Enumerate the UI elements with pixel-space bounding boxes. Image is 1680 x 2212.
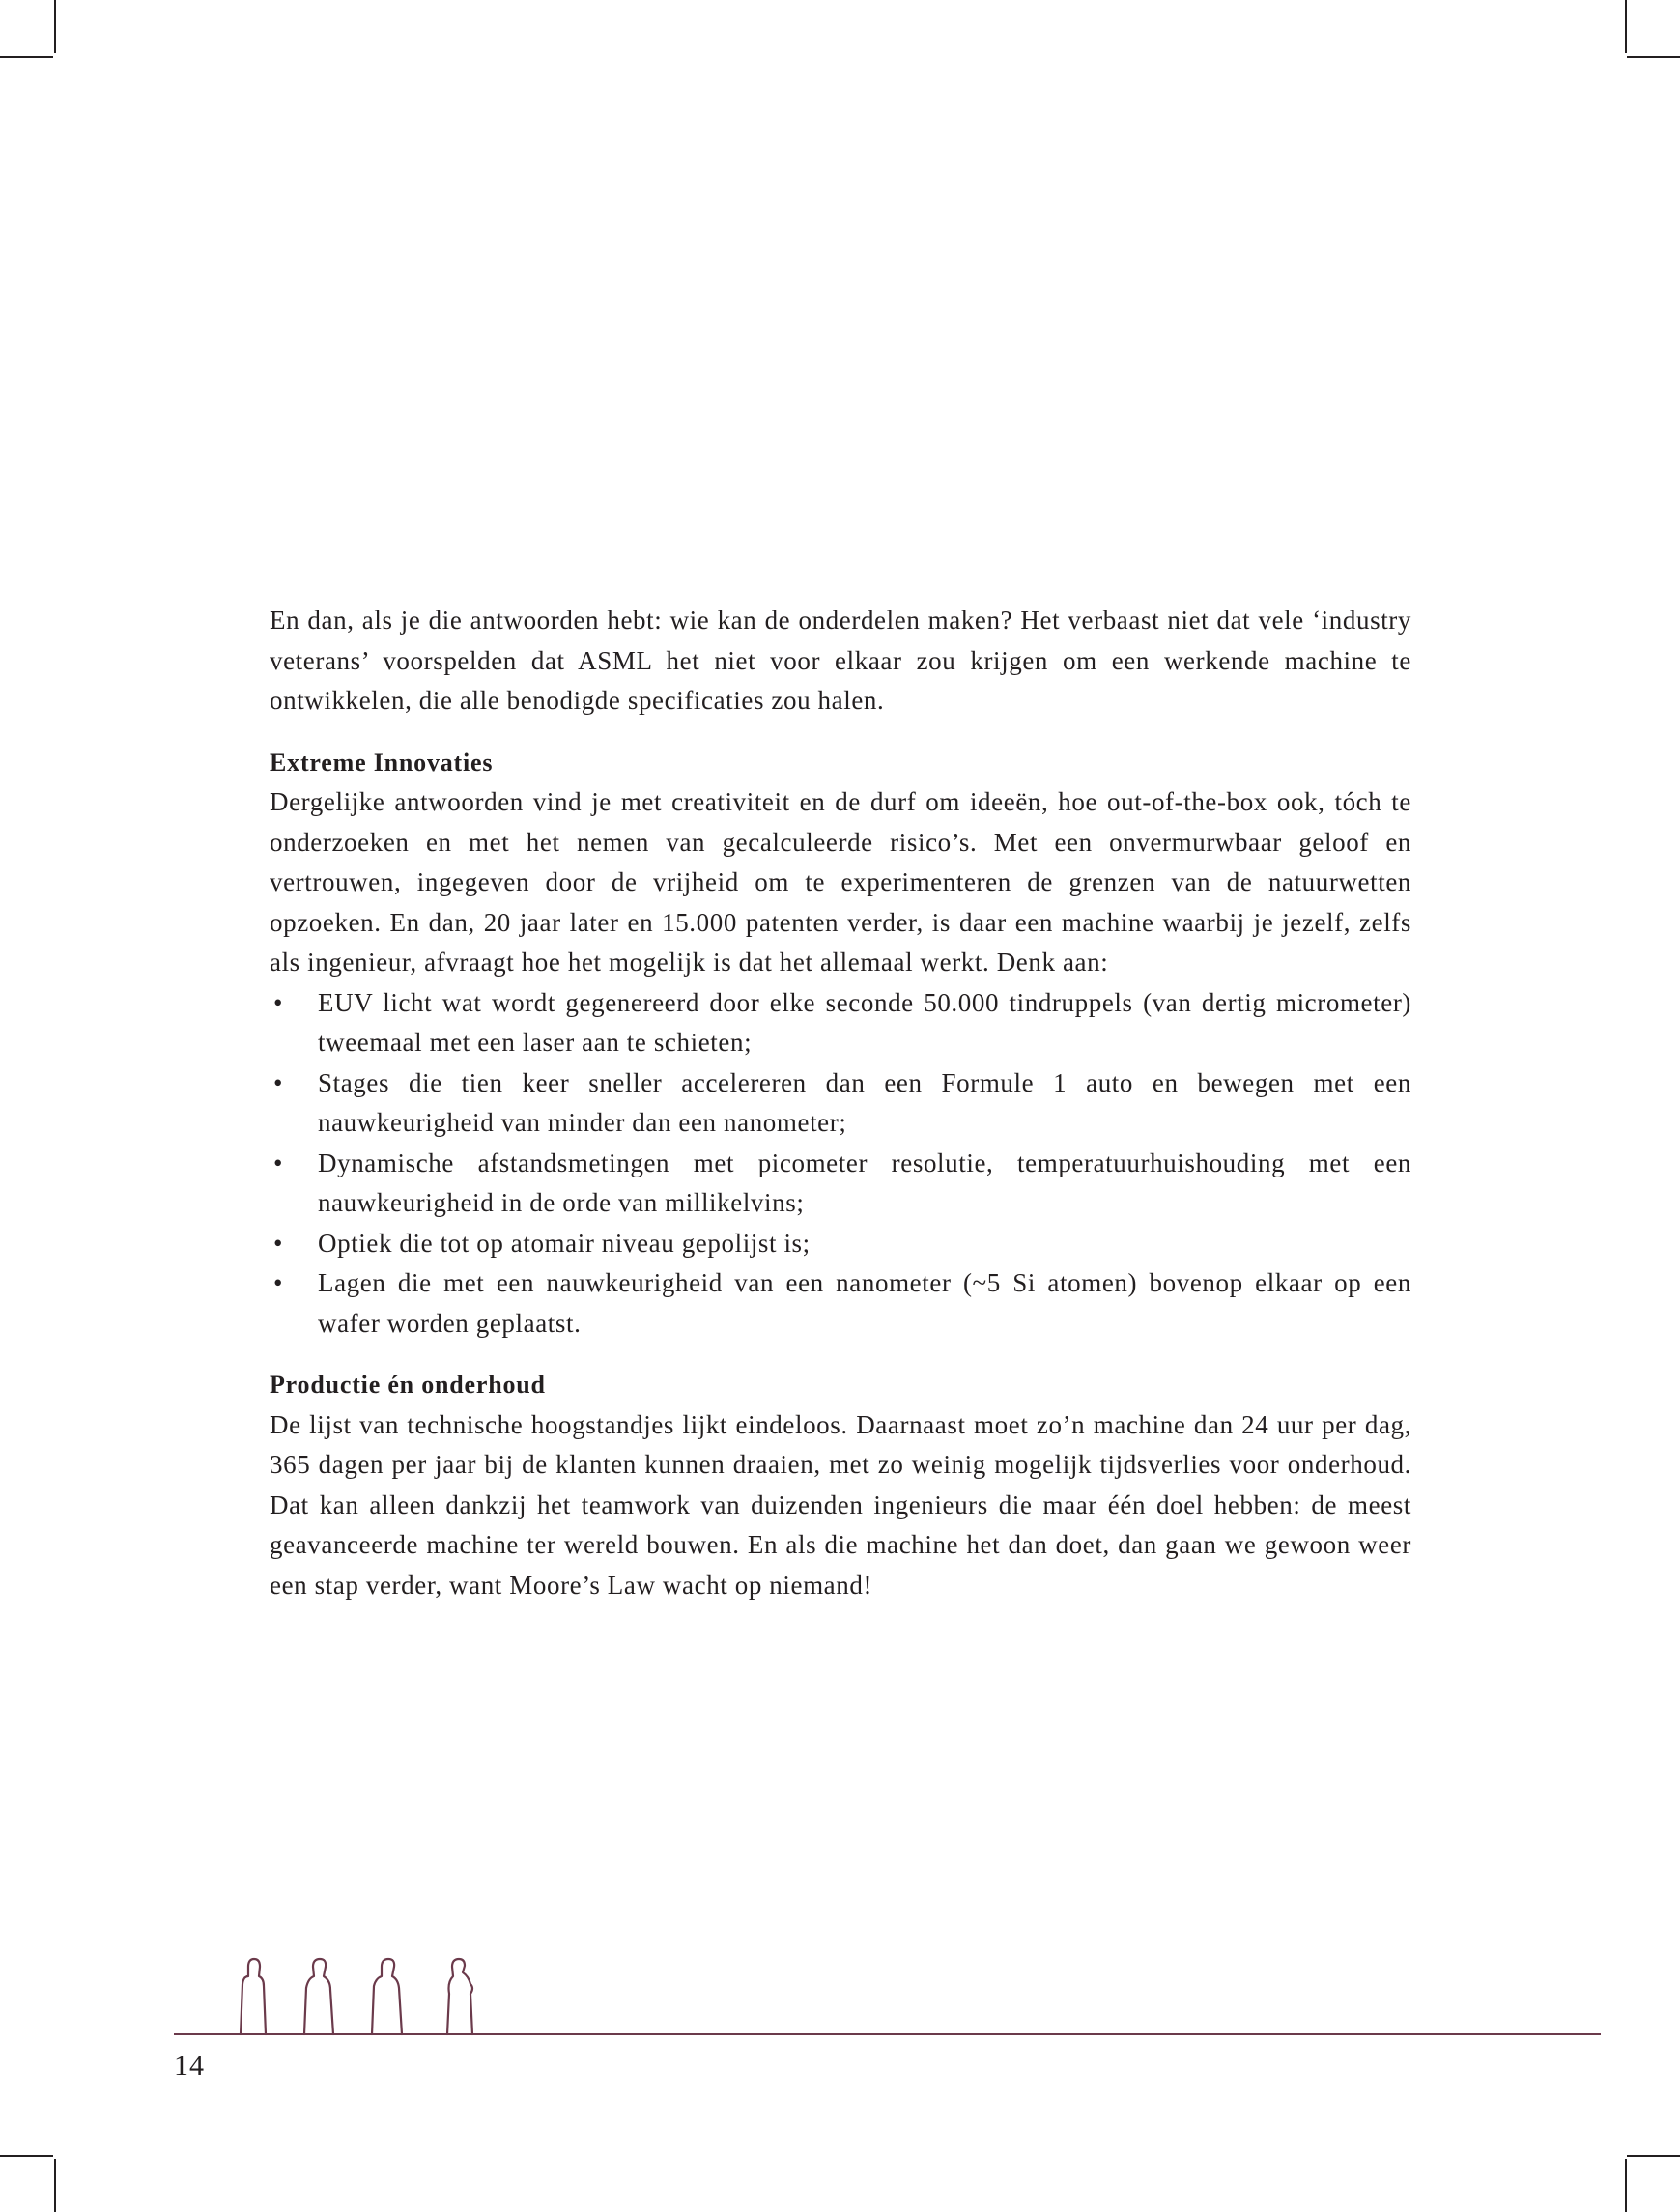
bullet-icon: • bbox=[273, 1067, 284, 1097]
section-paragraph: Dergelijke antwoorden vind je met creativiteit en de durf om ideeën, hoe out-of-the-box ook, tóch te onderzoeken en met het nemen van gecalculeerde risico’s. Met een onvermurwbaar geloof en vertrouwen, ingegeven door de vrijheid om te experimenteren de grenzen van de natuurwetten opzoeken. En dan, 20 jaar later en 15.000 patenten verder, is daar een machine waarbij je jezelf, zelfs als ingenieur, afvraagt hoe het mogelijk is dat het allemaal werkt. Denk aan: bbox=[270, 787, 1411, 977]
crop-mark bbox=[54, 0, 56, 53]
bullet-icon: • bbox=[273, 987, 284, 1017]
body-text bbox=[270, 601, 1411, 1605]
crop-mark bbox=[54, 2159, 56, 2212]
bullet-list bbox=[270, 983, 1411, 1345]
page-number: 14 bbox=[174, 2050, 205, 2082]
list-item: • Dynamische afstandsmetingen met picometer resolutie, temperatuurhuishouding met een nauwkeurigheid in de orde van millikelvins; bbox=[270, 1144, 1411, 1224]
crop-mark bbox=[0, 2155, 53, 2157]
section-heading-extreme-innovaties: Extreme Innovaties bbox=[270, 748, 494, 777]
list-item: • Stages die tien keer sneller accelereren dan een Formule 1 auto en bewegen met een nauwkeurigheid van minder dan een nanometer; bbox=[270, 1063, 1411, 1144]
section-heading-productie-onderhoud: Productie én onderhoud bbox=[270, 1371, 546, 1399]
crop-mark bbox=[1627, 2155, 1680, 2157]
intro-paragraph: En dan, als je die antwoorden hebt: wie kan de onderdelen maken? Het verbaast niet dat vele ‘industry veterans’ voorspelden dat ASML het niet voor elkaar zou krijgen om een werkende machine te ontwikkelen, die alle benodigde specificaties zou halen. bbox=[270, 606, 1411, 715]
crop-mark bbox=[0, 56, 53, 58]
list-item: • EUV licht wat wordt gegenereerd door elke seconde 50.000 tindruppels (van dertig micrometer) tweemaal met een laser aan te schieten; bbox=[270, 983, 1411, 1063]
crop-mark bbox=[1627, 56, 1680, 58]
crop-mark bbox=[1625, 2159, 1627, 2212]
bullet-icon: • bbox=[273, 1228, 284, 1258]
list-item: • Optiek die tot op atomair niveau gepolijst is; bbox=[270, 1224, 1411, 1264]
crop-mark bbox=[1625, 0, 1627, 53]
footer-rule bbox=[174, 2033, 1601, 2035]
bullet-icon: • bbox=[273, 1268, 284, 1297]
list-item: • Lagen die met een nauwkeurigheid van een nanometer (~5 Si atomen) bovenop elkaar op een wafer worden geplaatst. bbox=[270, 1263, 1411, 1344]
section-paragraph: De lijst van technische hoogstandjes lijkt eindeloos. Daarnaast moet zo’n machine dan 24 uur per dag, 365 dagen per jaar bij de klanten kunnen draaien, met zo weinig mogelijk tijdsverlies voor onderhoud. Dat kan alleen dankzij het teamwork van duizenden ingenieurs die maar één doel hebben: de meest geavanceerde machine ter wereld bouwen. En als die machine het dan doet, dan gaan we gewoon weer een stap verder, want Moore’s Law wacht op niemand! bbox=[270, 1409, 1411, 1600]
people-figures-icon bbox=[227, 1955, 507, 2036]
bullet-icon: • bbox=[273, 1148, 284, 1177]
